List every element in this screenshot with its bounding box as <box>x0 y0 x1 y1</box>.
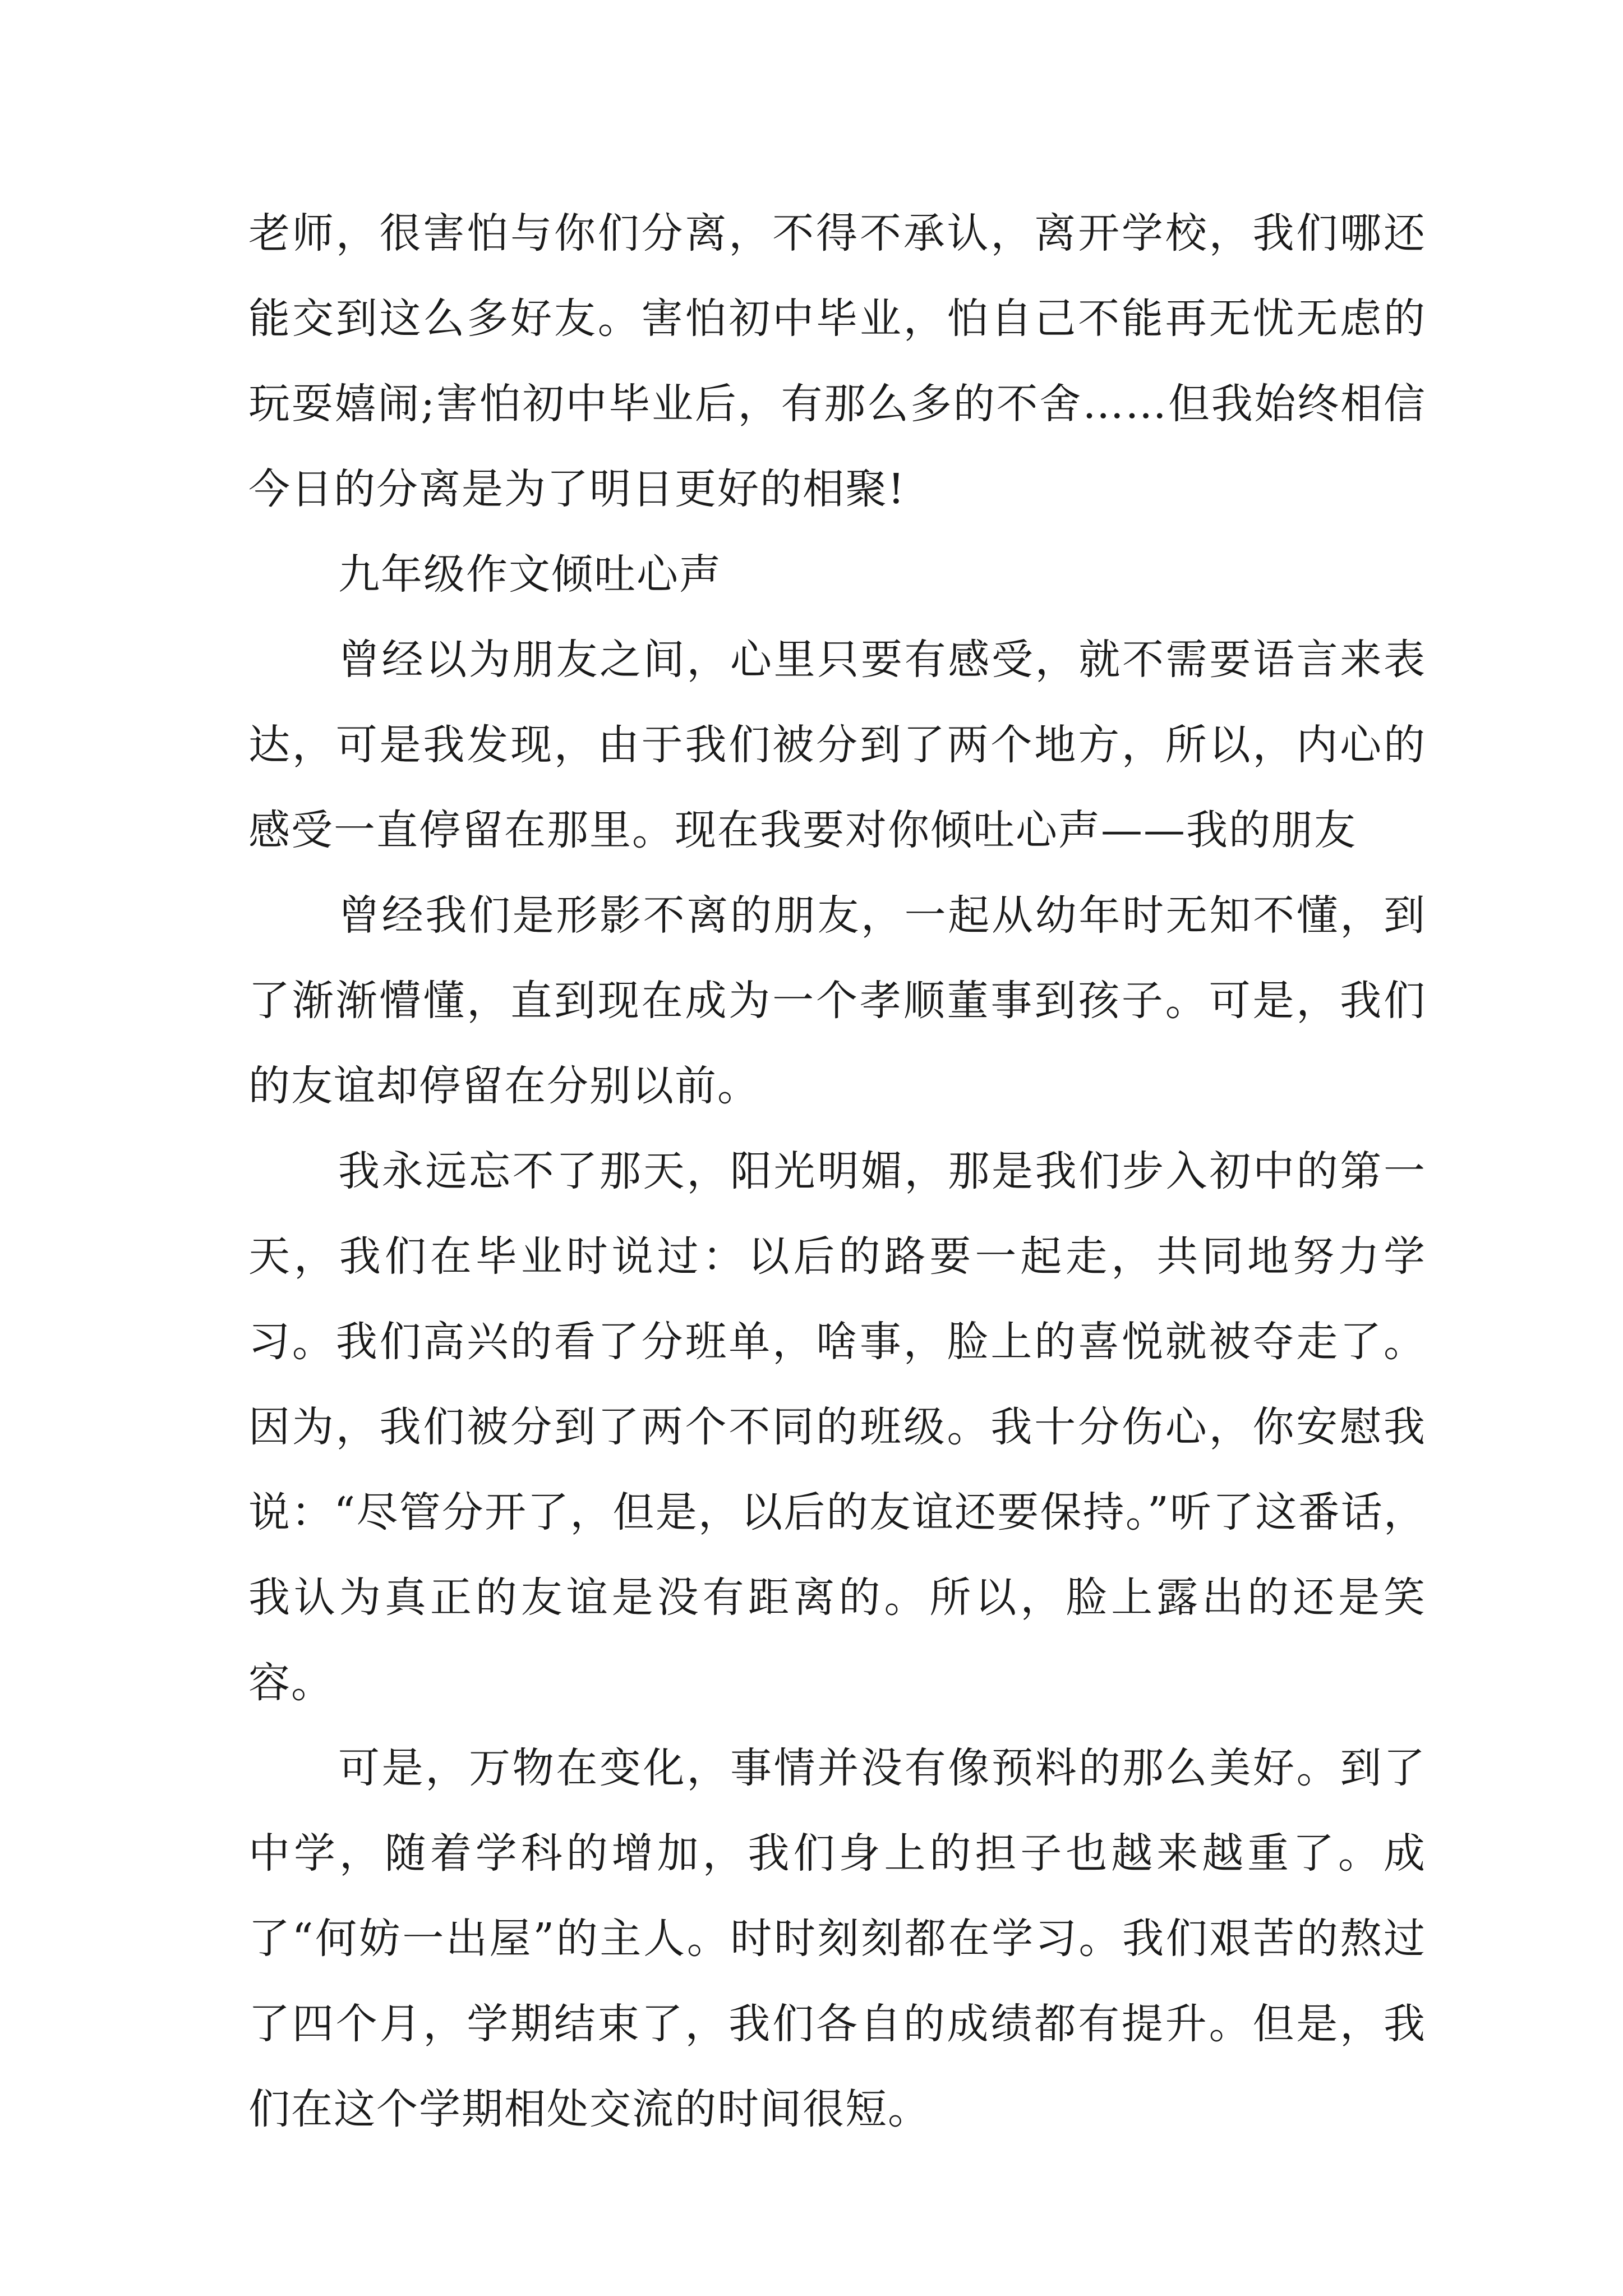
essay-title: 九年级作文倾吐心声 <box>338 550 722 599</box>
paragraph-continuation: 老师，很害怕与你们分离，不得不承认，离开学校，我们哪还能交到这么多好友。害怕初中毕业，怕自己不能再无忧无虑的玩耍嬉闹;害怕初中毕业后，有那么多的不舍……但我始终相信今日的分离是为了明日更好的相聚! <box>248 209 1426 513</box>
paragraph: 可是，万物在变化，事情并没有像预料的那么美好。到了中学，随着学科的增加，我们身上的担子也越来越重了。成了“何妨一出屋”的主人。时时刻刻都在学习。我们艰苦的熬过了四个月，学期结束了，我们各自的成绩都有提升。但是，我们在这个学期相处交流的时间很短。 <box>248 1744 1426 2133</box>
document-body <box>248 191 1426 2152</box>
paragraph: 曾经我们是形影不离的朋友，一起从幼年时无知不懂，到了渐渐懵懂，直到现在成为一个孝顺董事到孩子。可是，我们的友谊却停留在分别以前。 <box>248 891 1426 1110</box>
paragraph: 我永远忘不了那天，阳光明媚，那是我们步入初中的第一天，我们在毕业时说过：以后的路要一起走，共同地努力学习。我们高兴的看了分班单，啥事，脸上的喜悦就被夺走了。因为，我们被分到了两个不同的班级。我十分伤心，你安慰我说：“尽管分开了，但是，以后的友谊还要保持。”听了这番话，我认为真正的友谊是没有距离的。所以，脸上露出的还是笑容。 <box>248 1147 1426 1707</box>
paragraph: 曾经以为朋友之间，心里只要有感受，就不需要语言来表达，可是我发现，由于我们被分到了两个地方，所以，内心的感受一直停留在那里。现在我要对你倾吐心声——我的朋友 <box>248 636 1426 854</box>
